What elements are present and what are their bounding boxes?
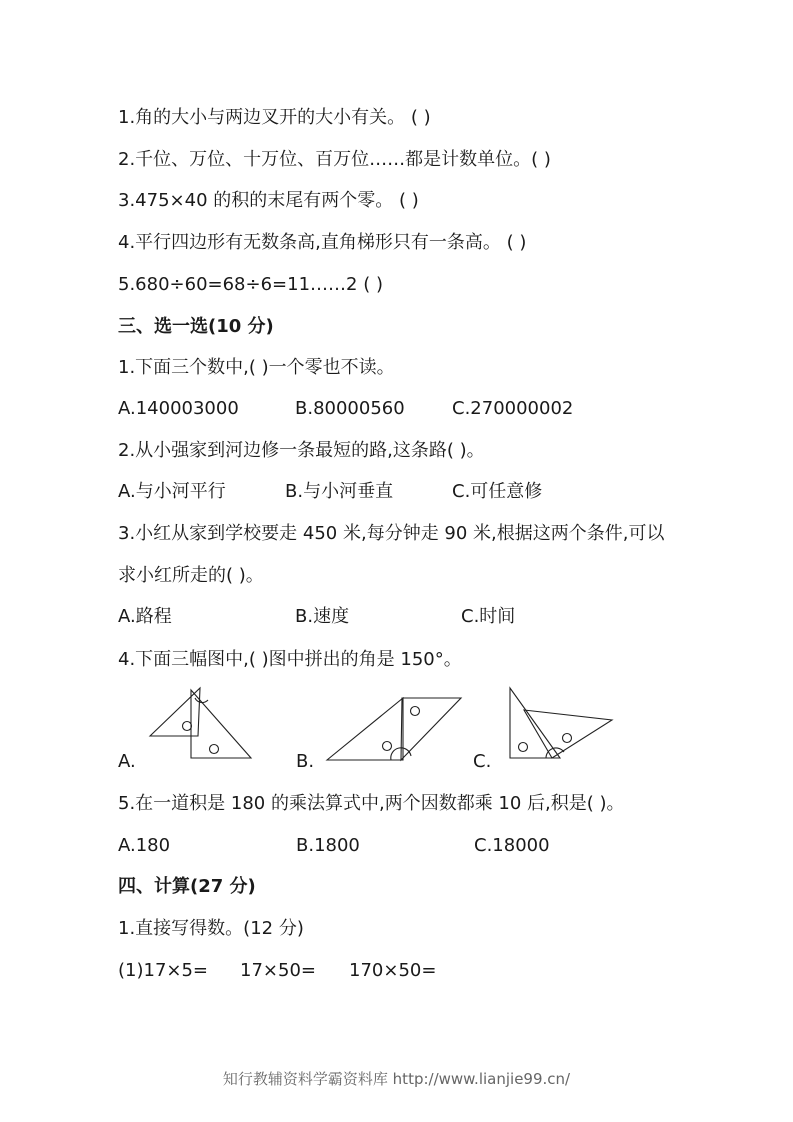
choice-q1-option-b: B.80000560 (295, 398, 405, 419)
judge-question-1: 1.角的大小与两边叉开的大小有关。 ( ) (118, 107, 431, 128)
choice-q3-option-b: B.速度 (295, 606, 350, 627)
choice-question-3-line-2: 求小红所走的( )。 (118, 565, 264, 586)
choice-q4-option-a: A. (118, 751, 136, 772)
choice-q4-option-b: B. (296, 751, 315, 772)
calc-problem-1: (1)17×5= (118, 960, 209, 981)
judge-question-2: 2.千位、万位、十万位、百万位……都是计数单位。( ) (118, 149, 551, 170)
calc-question-1: 1.直接写得数。(12 分) (118, 918, 304, 939)
figure-b-triangle-right (401, 698, 461, 760)
figure-b-triangle-left (327, 698, 403, 760)
choice-q5-option-c: C.18000 (474, 835, 550, 856)
choice-q3-option-c: C.时间 (461, 606, 516, 627)
figure-b-triangles (325, 696, 465, 764)
choice-q1-option-c: C.270000002 (452, 398, 574, 419)
calc-problem-2: 17×50= (240, 960, 316, 981)
choice-q2-option-c: C.可任意修 (452, 481, 543, 502)
figure-c-triangle-left (510, 688, 560, 758)
choice-question-1: 1.下面三个数中,( )一个零也不读。 (118, 357, 395, 378)
section-3-heading: 三、选一选(10 分) (118, 316, 274, 337)
choice-question-2: 2.从小强家到河边修一条最短的路,这条路( )。 (118, 440, 485, 461)
choice-q1-option-a: A.140003000 (118, 398, 239, 419)
calc-problem-3: 170×50= (349, 960, 437, 981)
judge-question-4: 4.平行四边形有无数条高,直角梯形只有一条高。 ( ) (118, 232, 527, 253)
choice-q4-option-c: C. (473, 751, 492, 772)
footer-watermark: 知行教辅资料学霸资料库 http://www.lianjie99.cn/ (222, 1070, 571, 1088)
figure-c-triangles (508, 686, 616, 762)
judge-question-3: 3.475×40 的积的末尾有两个零。 ( ) (118, 190, 419, 211)
choice-q2-option-b: B.与小河垂直 (285, 481, 394, 502)
choice-q3-option-a: A.路程 (118, 606, 172, 627)
choice-q5-option-a: A.180 (118, 835, 171, 856)
figure-a-triangle-left (150, 688, 200, 736)
choice-question-5: 5.在一道积是 180 的乘法算式中,两个因数都乘 10 后,积是( )。 (118, 793, 625, 814)
choice-q5-option-b: B.1800 (296, 835, 360, 856)
figure-a-triangles (148, 686, 256, 762)
judge-question-5: 5.680÷60=68÷6=11……2 ( ) (118, 274, 383, 295)
choice-question-4: 4.下面三幅图中,( )图中拼出的角是 150°。 (118, 649, 462, 670)
choice-q2-option-a: A.与小河平行 (118, 481, 226, 502)
choice-question-3-line-1: 3.小红从家到学校要走 450 米,每分钟走 90 米,根据这两个条件,可以 (118, 523, 665, 544)
figure-a-triangle-right (191, 690, 251, 758)
section-4-heading: 四、计算(27 分) (118, 876, 256, 897)
